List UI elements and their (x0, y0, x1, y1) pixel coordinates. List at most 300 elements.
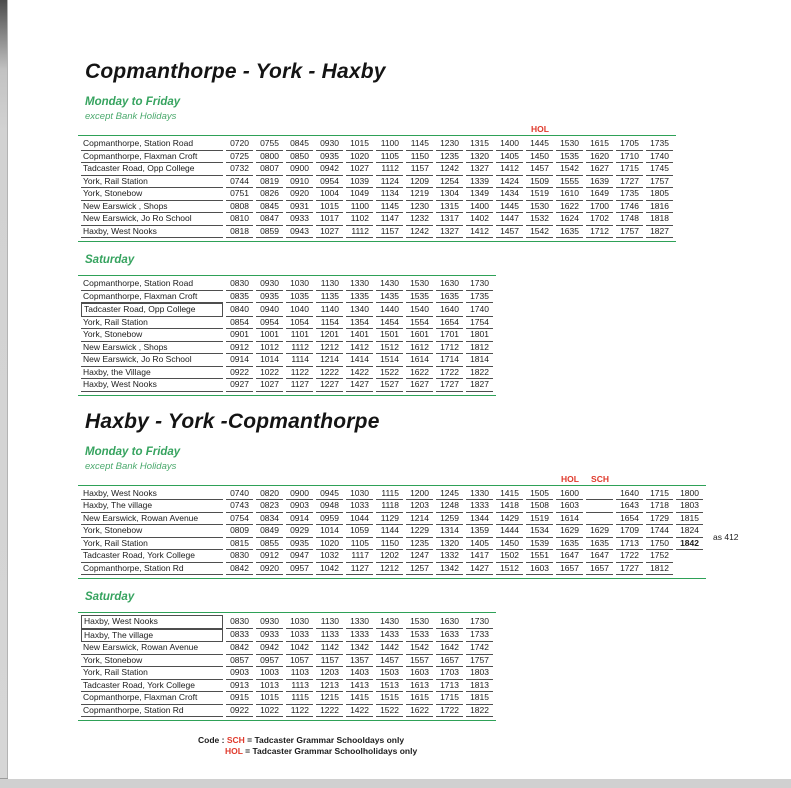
time-cell: 1801 (466, 329, 493, 342)
time-cell: 1712 (586, 226, 613, 239)
stop-name-cell: New Earswick , Shops (81, 342, 223, 355)
stop-name-cell: Haxby, West Nooks (81, 615, 223, 629)
stop-name-cell: York, Stonebow (81, 188, 223, 201)
time-cell: 1735 (646, 138, 673, 151)
time-cell: 1127 (346, 563, 373, 576)
time-cell: 1117 (346, 550, 373, 563)
time-cell: 1017 (316, 213, 343, 226)
time-cell: 1445 (526, 138, 553, 151)
time-cell: 0947 (286, 550, 313, 563)
time-cell: 1201 (316, 329, 343, 342)
time-cell: 1622 (406, 367, 433, 380)
time-cell: 0948 (316, 500, 343, 513)
time-cell: 1805 (646, 188, 673, 201)
time-cell: 1422 (346, 705, 373, 718)
time-cell: 1033 (346, 500, 373, 513)
time-cell: 1657 (586, 563, 613, 576)
timetable-row (81, 342, 493, 355)
time-cell: 1748 (616, 213, 643, 226)
time-cell: 1157 (406, 163, 433, 176)
timetable-row (81, 138, 673, 151)
time-cell: 1222 (316, 367, 343, 380)
time-cell: 1030 (286, 615, 313, 629)
time-cell: 1701 (436, 329, 463, 342)
time-cell: 1157 (376, 226, 403, 239)
time-cell: 1615 (406, 692, 433, 705)
timetable-row (81, 680, 493, 693)
time-cell: 0914 (226, 354, 253, 367)
time-cell: 1539 (526, 538, 553, 551)
time-cell: 1822 (466, 367, 493, 380)
timetable (78, 488, 706, 576)
time-cell: 1643 (616, 500, 643, 513)
time-cell: 1445 (496, 201, 523, 214)
stop-name-cell: New Earswick, Jo Ro School (81, 354, 223, 367)
timetable-block (78, 254, 791, 396)
time-cell: 1332 (436, 550, 463, 563)
time-cell: 1227 (316, 379, 343, 392)
time-cell: 1003 (256, 667, 283, 680)
time-cell: 1122 (286, 705, 313, 718)
timetable-row (81, 176, 673, 189)
time-cell: 0933 (256, 629, 283, 643)
time-cell: 1647 (586, 550, 613, 563)
time-cell: 0850 (286, 151, 313, 164)
time-cell: 1735 (616, 188, 643, 201)
stop-name-cell: York, Stonebow (81, 525, 223, 538)
time-cell (586, 513, 613, 526)
time-cell: 1457 (496, 226, 523, 239)
stop-name-cell: Copmanthorpe, Station Rd (81, 563, 223, 576)
time-cell: 1330 (466, 488, 493, 501)
time-cell: 1555 (556, 176, 583, 189)
time-cell: 0943 (286, 226, 313, 239)
time-cell: 1814 (466, 354, 493, 367)
time-cell: 1209 (406, 176, 433, 189)
time-cell: 1635 (556, 226, 583, 239)
stop-name-cell: York, Rail Station (81, 538, 223, 551)
time-cell: 1615 (586, 138, 613, 151)
time-cell: 1354 (346, 317, 373, 330)
time-cell: 0855 (256, 538, 283, 551)
time-cell: 1713 (436, 680, 463, 693)
time-cell: 1203 (316, 667, 343, 680)
time-cell: 1440 (376, 303, 403, 317)
stop-name-cell: Tadcaster Road, York College (81, 680, 223, 693)
time-cell: 1444 (496, 525, 523, 538)
column-code-sch: SCH (591, 473, 609, 484)
time-cell: 1027 (256, 379, 283, 392)
stop-name-cell: Haxby, West Nooks (81, 226, 223, 239)
time-cell: 0929 (286, 525, 313, 538)
time-cell: 1105 (346, 538, 373, 551)
time-cell: 1512 (496, 563, 523, 576)
time-cell: 1824 (676, 525, 703, 538)
stop-name-cell: Haxby, West Nooks (81, 488, 223, 501)
time-cell: 1054 (286, 317, 313, 330)
time-cell: 1729 (646, 513, 673, 526)
time-cell: 1639 (586, 176, 613, 189)
time-cell: 0840 (226, 303, 253, 317)
time-cell: 1144 (376, 525, 403, 538)
timetable-block (78, 96, 791, 242)
time-cell (676, 550, 703, 563)
time-cell: 1359 (466, 525, 493, 538)
time-cell: 1403 (346, 667, 373, 680)
time-cell: 1818 (646, 213, 673, 226)
time-cell: 1044 (346, 513, 373, 526)
time-cell: 1813 (466, 680, 493, 693)
time-cell: 0922 (226, 367, 253, 380)
time-cell: 1049 (346, 188, 373, 201)
time-cell: 1222 (316, 705, 343, 718)
time-cell: 1633 (436, 629, 463, 643)
time-cell: 1557 (406, 655, 433, 668)
time-cell: 1414 (346, 354, 373, 367)
stop-name-cell: New Earswick, Jo Ro School (81, 213, 223, 226)
time-cell: 1215 (316, 692, 343, 705)
time-cell: 1722 (616, 550, 643, 563)
time-cell: 1027 (346, 163, 373, 176)
time-cell: 0830 (226, 615, 253, 629)
time-cell: 0857 (226, 655, 253, 668)
time-cell: 1803 (676, 500, 703, 513)
time-cell: 0842 (226, 563, 253, 576)
time-cell: 0818 (226, 226, 253, 239)
time-cell: 1112 (286, 342, 313, 355)
time-cell: 1610 (556, 188, 583, 201)
time-cell: 1212 (376, 563, 403, 576)
time-cell: 1742 (466, 642, 493, 655)
time-cell: 0810 (226, 213, 253, 226)
time-cell: 0815 (226, 538, 253, 551)
time-cell: 0720 (226, 138, 253, 151)
time-cell: 0819 (256, 176, 283, 189)
time-cell: 0920 (286, 188, 313, 201)
timetable-row (81, 550, 703, 563)
time-cell: 1730 (466, 615, 493, 629)
time-cell: 1614 (406, 354, 433, 367)
timetable-row (81, 329, 493, 342)
timetable-row (81, 667, 493, 680)
time-cell: 0945 (316, 488, 343, 501)
time-cell: 0845 (286, 138, 313, 151)
time-cell: 1022 (256, 367, 283, 380)
time-cell: 1230 (406, 201, 433, 214)
time-cell: 0842 (226, 642, 253, 655)
time-cell: 1330 (346, 615, 373, 629)
time-cell: 1357 (346, 655, 373, 668)
stop-name-cell: Copmanthorpe, Station Road (81, 138, 223, 151)
time-cell: 1130 (316, 278, 343, 291)
time-cell: 1112 (346, 226, 373, 239)
time-cell: 1714 (436, 354, 463, 367)
time-cell: 0940 (256, 303, 283, 317)
time-cell: 1100 (346, 201, 373, 214)
stop-name-cell: York, Stonebow (81, 329, 223, 342)
time-cell: 1213 (316, 680, 343, 693)
time-cell: 1629 (556, 525, 583, 538)
time-cell: 1530 (556, 138, 583, 151)
route-tables (78, 96, 791, 396)
time-cell: 1212 (316, 342, 343, 355)
time-cell: 1657 (556, 563, 583, 576)
time-cell: 1613 (406, 680, 433, 693)
timetable-row (81, 692, 493, 705)
stop-name-cell: Tadcaster Road, York College (81, 550, 223, 563)
time-cell: 0845 (256, 201, 283, 214)
time-cell: 1642 (436, 642, 463, 655)
row-note-as-412: as 412 (713, 531, 739, 542)
timetable-block (78, 591, 791, 721)
time-cell: 1140 (316, 303, 343, 317)
time-cell: 1730 (466, 278, 493, 291)
time-cell: 0930 (316, 138, 343, 151)
time-cell: 1248 (436, 500, 463, 513)
time-cell: 0933 (286, 213, 313, 226)
time-cell: 1722 (436, 705, 463, 718)
time-cell: 1015 (346, 138, 373, 151)
time-cell: 1203 (406, 500, 433, 513)
timetable-row (81, 513, 703, 526)
time-cell: 1254 (436, 176, 463, 189)
time-cell: 1710 (616, 151, 643, 164)
timetable-row (81, 629, 493, 643)
time-cell: 1744 (646, 525, 673, 538)
time-cell: 1124 (376, 176, 403, 189)
time-cell: 1059 (346, 525, 373, 538)
time-cell: 1629 (586, 525, 613, 538)
time-cell: 1232 (406, 213, 433, 226)
time-cell: 1554 (406, 317, 433, 330)
time-cell: 1327 (466, 163, 493, 176)
time-cell: 1514 (376, 354, 403, 367)
code-prefix: Code : (198, 735, 227, 745)
time-cell: 1320 (466, 151, 493, 164)
time-cell: 0957 (286, 563, 313, 576)
day-heading: Saturday (85, 254, 135, 266)
time-cell: 1015 (256, 692, 283, 705)
time-cell: 1509 (526, 176, 553, 189)
time-cell: 1718 (646, 500, 673, 513)
time-cell: 1030 (346, 488, 373, 501)
time-cell: 1700 (586, 201, 613, 214)
time-cell: 1530 (406, 615, 433, 629)
time-cell: 1022 (256, 705, 283, 718)
time-cell: 0743 (226, 500, 253, 513)
time-cell: 1647 (556, 550, 583, 563)
time-cell: 1533 (406, 629, 433, 643)
time-cell: 1534 (526, 525, 553, 538)
time-cell: 1752 (646, 550, 673, 563)
timetable-wrap (78, 275, 496, 396)
time-cell: 1342 (436, 563, 463, 576)
time-cell: 1122 (286, 367, 313, 380)
timetable-row (81, 151, 673, 164)
time-cell: 1042 (286, 642, 313, 655)
time-cell: 1230 (436, 138, 463, 151)
time-cell: 0725 (226, 151, 253, 164)
timetable-row (81, 354, 493, 367)
time-cell: 0859 (256, 226, 283, 239)
time-cell: 1654 (436, 317, 463, 330)
time-cell: 1400 (466, 201, 493, 214)
time-cell: 1242 (436, 163, 463, 176)
time-cell: 0935 (286, 538, 313, 551)
time-cell: 1657 (436, 655, 463, 668)
time-cell: 1103 (286, 667, 313, 680)
time-cell: 1620 (586, 151, 613, 164)
time-cell: 1727 (616, 176, 643, 189)
time-cell: 0935 (316, 151, 343, 164)
timetable (78, 615, 496, 717)
time-cell: 1145 (376, 201, 403, 214)
timetable-row (81, 705, 493, 718)
time-cell: 1229 (406, 525, 433, 538)
time-cell: 1415 (496, 488, 523, 501)
time-cell: 1635 (556, 538, 583, 551)
time-cell: 1622 (556, 201, 583, 214)
time-cell: 0800 (256, 151, 283, 164)
time-cell: 1333 (466, 500, 493, 513)
timetable-row (81, 500, 703, 513)
time-cell: 1715 (616, 163, 643, 176)
time-cell: 1542 (406, 642, 433, 655)
time-cell: 1433 (376, 629, 403, 643)
time-cell: 1745 (646, 163, 673, 176)
timetable-wrap (78, 612, 496, 721)
time-cell: 1530 (526, 201, 553, 214)
time-cell: 1519 (526, 513, 553, 526)
time-cell: 1014 (316, 525, 343, 538)
time-cell: 1454 (376, 317, 403, 330)
timetable-row (81, 488, 703, 501)
timetable-row (81, 538, 703, 551)
time-cell: 0912 (256, 550, 283, 563)
time-cell: 1405 (496, 151, 523, 164)
time-cell: 1150 (376, 538, 403, 551)
time-cell: 1515 (376, 692, 403, 705)
time-cell: 0854 (226, 317, 253, 330)
time-cell: 1057 (286, 655, 313, 668)
time-cell: 0942 (316, 163, 343, 176)
stop-name-cell: Haxby, the Village (81, 367, 223, 380)
time-cell: 0927 (226, 379, 253, 392)
time-cell: 1245 (436, 488, 463, 501)
stop-name-cell: York, Rail Station (81, 667, 223, 680)
scan-edge-bottom (0, 778, 791, 788)
time-cell: 1827 (646, 226, 673, 239)
timetable-row (81, 291, 493, 304)
time-cell: 1603 (406, 667, 433, 680)
time-cell: 1030 (286, 278, 313, 291)
time-cell: 1333 (346, 629, 373, 643)
time-cell: 1757 (646, 176, 673, 189)
time-cell: 1257 (406, 563, 433, 576)
time-cell: 1100 (376, 138, 403, 151)
time-cell: 1015 (316, 201, 343, 214)
time-cell: 1457 (376, 655, 403, 668)
time-cell: 1812 (466, 342, 493, 355)
time-cell: 1614 (556, 513, 583, 526)
time-cell: 1532 (526, 213, 553, 226)
timetable-row (81, 563, 703, 576)
code-description: = Tadcaster Grammar Schooldays only (244, 735, 405, 745)
time-cell: 1612 (406, 342, 433, 355)
route-tables (78, 446, 791, 722)
time-cell: 1033 (286, 629, 313, 643)
time-cell: 1344 (466, 513, 493, 526)
timetable-row (81, 188, 673, 201)
stop-name-cell: New Earswick, Rowan Avenue (81, 642, 223, 655)
time-cell: 1154 (316, 317, 343, 330)
code-description: = Tadcaster Grammar Schoolholidays only (242, 745, 418, 756)
time-cell: 1129 (376, 513, 403, 526)
time-cell: 1627 (586, 163, 613, 176)
time-cell: 1746 (616, 201, 643, 214)
time-cell: 1503 (376, 667, 403, 680)
time-cell: 0809 (226, 525, 253, 538)
timetable-row (81, 303, 493, 317)
time-cell: 1542 (526, 226, 553, 239)
time-cell: 1105 (376, 151, 403, 164)
stop-name-cell: Copmanthorpe, Station Rd (81, 705, 223, 718)
time-cell: 1427 (346, 379, 373, 392)
stop-name-cell: York, Rail Station (81, 176, 223, 189)
time-cell: 1039 (346, 176, 373, 189)
time-cell: 0931 (286, 201, 313, 214)
time-cell (676, 563, 703, 576)
time-cell: 1219 (406, 188, 433, 201)
code-legend-line (198, 746, 791, 757)
time-cell: 0930 (256, 278, 283, 291)
time-cell: 0903 (226, 667, 253, 680)
time-cell: 1603 (526, 563, 553, 576)
time-cell: 1235 (406, 538, 433, 551)
time-cell: 1330 (346, 278, 373, 291)
time-cell: 1114 (286, 354, 313, 367)
time-cell: 1101 (286, 329, 313, 342)
time-cell: 1335 (346, 291, 373, 304)
time-cell: 1740 (646, 151, 673, 164)
stop-name-cell: Tadcaster Road, Opp College (81, 163, 223, 176)
time-cell: 1012 (256, 342, 283, 355)
code-legend-line (198, 735, 791, 746)
time-cell: 1304 (436, 188, 463, 201)
route-section (78, 410, 791, 722)
time-cell: 1401 (346, 329, 373, 342)
time-cell: 1457 (526, 163, 553, 176)
time-cell: 1635 (436, 291, 463, 304)
time-cell: 1102 (346, 213, 373, 226)
stop-name-cell: Tadcaster Road, Opp College (81, 303, 223, 317)
time-cell: 0830 (226, 278, 253, 291)
timetable-row (81, 615, 493, 629)
time-cell: 1601 (406, 329, 433, 342)
time-cell: 1535 (406, 291, 433, 304)
stop-name-cell: Copmanthorpe, Flaxman Croft (81, 151, 223, 164)
time-cell: 0820 (256, 488, 283, 501)
stop-name-cell: New Earswick, Rowan Avenue (81, 513, 223, 526)
time-cell: 1320 (436, 538, 463, 551)
timetable-row (81, 163, 673, 176)
time-cell: 0922 (226, 705, 253, 718)
bank-holiday-note: except Bank Holidays (85, 460, 177, 472)
time-cell: 0915 (226, 692, 253, 705)
timetable-row (81, 213, 673, 226)
time-cell: 1640 (436, 303, 463, 317)
timetable-row (81, 317, 493, 330)
